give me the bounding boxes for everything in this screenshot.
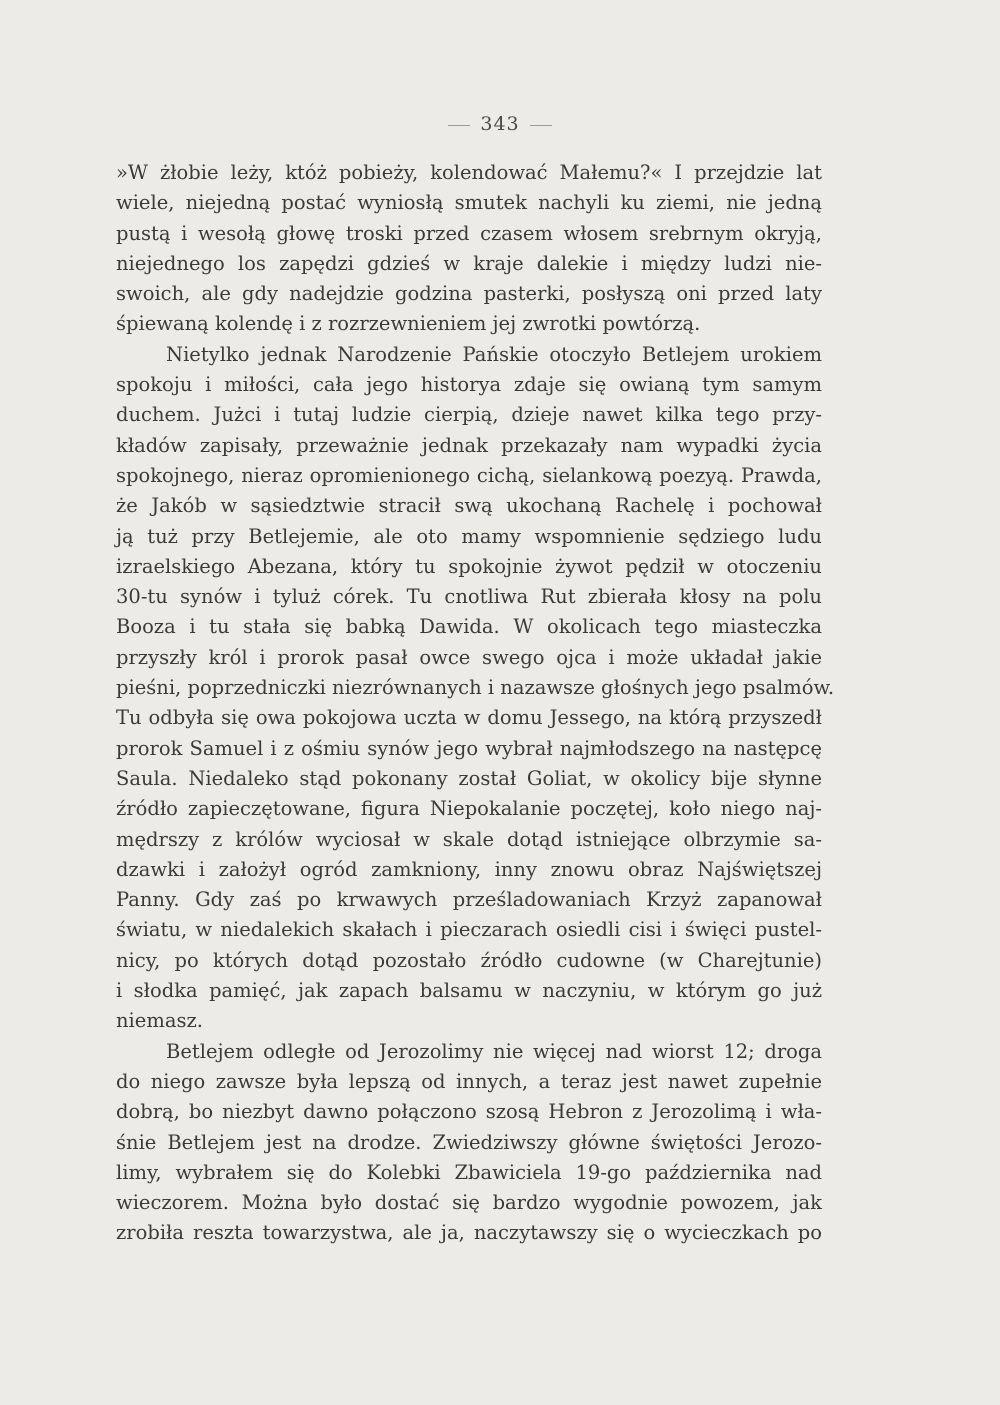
text-line: 30-tu synów i tyluż córek. Tu cnotliwa Rut zbierała kłosy na polu [116,585,822,609]
text-line: limy, wybrałem się do Kolebki Zbawiciela 19-go października nad [116,1160,822,1184]
text-line: przyszły król i prorok pasał owce swego ojca i może układał jakie [116,645,822,669]
text-line: i słodka pamięć, jak zapach balsamu w naczyniu, w którym go już [116,979,822,1003]
page-number-dash-left [448,125,470,126]
text-line: że Jakób w sąsiedztwie stracił swą ukochaną Rachelę i pochował [116,494,822,518]
text-line: Saula. Niedaleko stąd pokonany został Goliat, w okolicy bije słynne [116,766,822,790]
text-line: duchem. Jużci i tutaj ludzie cierpią, dzieje nawet kilka tego przy- [116,403,822,427]
page-number-value: 343 [480,113,520,135]
text-line: Panny. Gdy zaś po krwawych prześladowaniach Krzyż zapanował [116,888,822,912]
text-line: niemasz. [116,1009,203,1033]
text-line: kładów zapisały, przeważnie jednak przekazały nam wypadki życia [116,433,822,457]
body-text [116,158,835,1249]
text-line: spokoju i miłości, cała jego historya zdaje się owianą tym samym [116,373,822,397]
text-line: Betlejem odległe od Jerozolimy nie więcej nad wiorst 12; droga [166,1039,822,1063]
text-line: Booza i tu stała się babką Dawida. W okolicach tego miasteczka [116,615,822,639]
text-line: Nietylko jednak Narodzenie Pańskie otoczyło Betlejem urokiem [166,342,822,366]
text-line: prorok Samuel i z ośmiu synów jego wybrał najmłodszego na następcę [116,736,822,760]
text-line: wieczorem. Można było dostać się bardzo wygodnie powozem, jak [116,1191,822,1215]
text-line: śnie Betlejem jest na drodze. Zwiedziwszy główne świętości Jerozo- [116,1130,822,1154]
text-line: wiele, niejedną postać wyniosłą smutek nachyli ku ziemi, nie jedną [116,191,822,215]
page-number [0,113,1000,135]
text-line: mędrszy z królów wyciosał w skale dotąd istniejące olbrzymie sa- [116,827,822,851]
text-line: źródło zapieczętowane, figura Niepokalanie poczętej, koło niego naj- [116,797,822,821]
text-line: pustą i wesołą głowę troski przed czasem włosem srebrnym okryją, [116,221,822,245]
text-line: światu, w niedalekich skałach i pieczarach osiedli cisi i święci pustel- [116,918,822,942]
text-line: dzawki i założył ogród zamkniony, inny znowu obraz Najświętszej [116,857,822,881]
text-line: śpiewaną kolendę i z rozrzewnieniem jej zwrotki powtórzą. [116,312,701,336]
text-line: nicy, po których dotąd pozostało źródło cudowne (w Charejtunie) [116,948,822,972]
text-line: do niego zawsze była lepszą od innych, a teraz jest nawet zupełnie [116,1069,822,1093]
text-line: spokojnego, nieraz opromienionego cichą, sielankową poezyą. Prawda, [116,463,822,487]
text-line: izraelskiego Abezana, który tu spokojnie żywot pędził w otoczeniu [116,554,822,578]
text-line: niejednego los zapędzi gdzieś w kraje dalekie i między ludzi nie- [116,251,822,275]
page-number-dash-right [530,125,552,126]
text-line: zrobiła reszta towarzystwa, ale ja, naczytawszy się o wycieczkach po [116,1221,822,1245]
text-line: Tu odbyła się owa pokojowa uczta w domu Jessego, na którą przyszedł [116,706,822,730]
text-line: swoich, ale gdy nadejdzie godzina pasterki, posłyszą oni przed laty [116,282,822,306]
text-line: dobrą, bo niezbyt dawno połączono szosą Hebron z Jerozolimą i wła- [116,1100,822,1124]
text-line: »W żłobie leży, któż pobieży, kolendować Małemu?« I przejdzie lat [116,161,822,184]
text-line: ją tuż przy Betlejemie, ale oto mamy wspomnienie sędziego ludu [116,524,822,548]
text-line: pieśni, poprzedniczki niezrównanych i nazawsze głośnych jego psalmów. [116,676,835,700]
